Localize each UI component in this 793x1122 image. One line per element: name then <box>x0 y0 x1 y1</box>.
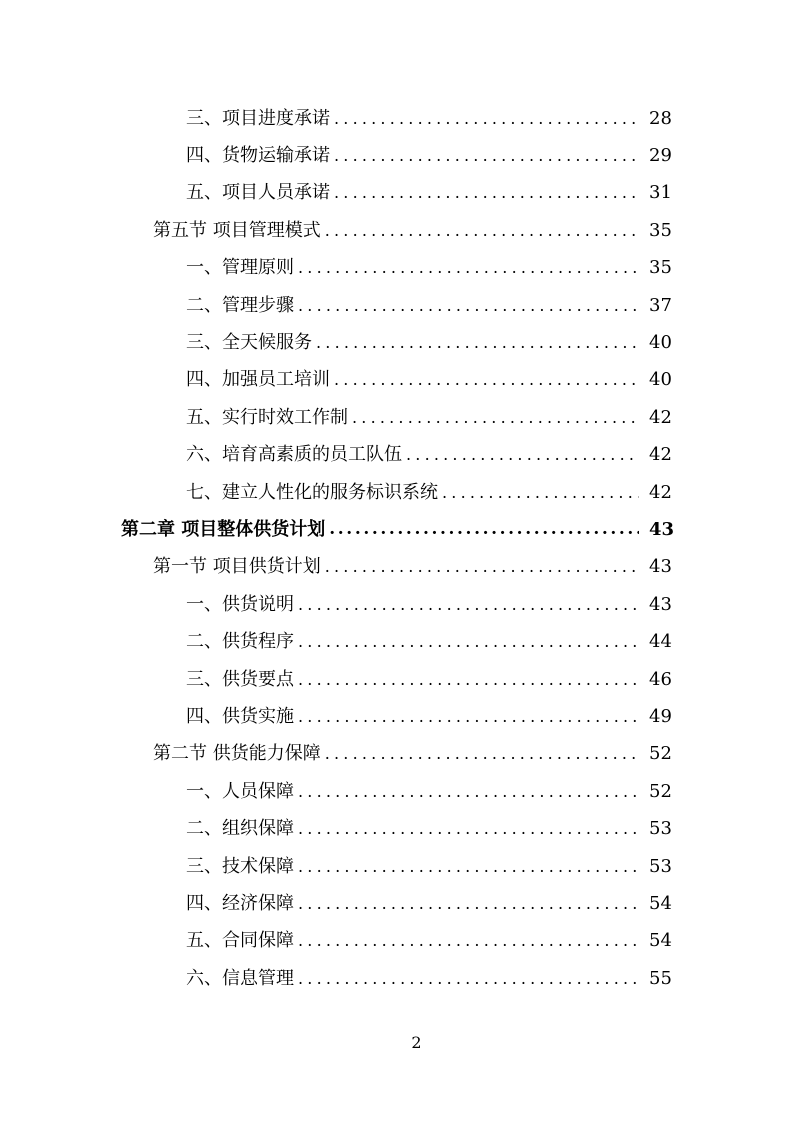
toc-dot-leader <box>316 335 639 351</box>
toc-dot-leader <box>298 784 639 800</box>
toc-dot-leader <box>298 859 639 875</box>
toc-entry-title: 第二节 供货能力保障 <box>153 743 321 765</box>
toc-entry-title: 四、货物运输承诺 <box>186 145 330 167</box>
toc-entry[interactable] <box>0 698 793 735</box>
toc-entry-title: 第五节 项目管理模式 <box>153 219 321 241</box>
toc-entry-page: 53 <box>649 818 672 840</box>
toc-entry-page: 46 <box>649 668 672 690</box>
toc-entry-page: 42 <box>649 406 672 428</box>
toc-entry-title: 七、建立人性化的服务标识系统 <box>186 481 438 503</box>
toc-section-entry[interactable] <box>0 549 793 586</box>
toc-dot-leader <box>298 634 639 650</box>
toc-entry[interactable] <box>0 362 793 399</box>
toc-entry-title: 一、供货说明 <box>186 593 294 615</box>
toc-entry-page: 53 <box>649 855 672 877</box>
toc-entry-page: 55 <box>649 967 672 989</box>
toc-dot-leader <box>298 298 639 314</box>
toc-dot-leader <box>334 185 639 201</box>
toc-entry[interactable] <box>0 474 793 511</box>
toc-entry-title: 四、供货实施 <box>186 705 294 727</box>
toc-entry[interactable] <box>0 960 793 997</box>
toc-entry-page: 54 <box>649 930 672 952</box>
toc-entry-page: 49 <box>649 705 672 727</box>
toc-section-entry[interactable] <box>0 736 793 773</box>
toc-entry-page: 54 <box>649 892 672 914</box>
toc-entry-page: 40 <box>649 332 672 354</box>
toc-entry[interactable] <box>0 137 793 174</box>
toc-entry-page: 42 <box>649 444 672 466</box>
toc-entry-title: 第二章 项目整体供货计划 <box>121 518 326 540</box>
toc-dot-leader <box>329 521 639 538</box>
toc-entry-page: 29 <box>649 145 672 167</box>
toc-entry-page: 31 <box>649 182 672 204</box>
toc-entry-page: 43 <box>649 593 672 615</box>
toc-entry-page: 42 <box>649 481 672 503</box>
toc-entry-title: 五、实行时效工作制 <box>186 406 348 428</box>
toc-dot-leader <box>298 933 639 949</box>
toc-entry-page: 35 <box>649 257 672 279</box>
toc-entry-title: 四、加强员工培训 <box>186 369 330 391</box>
toc-dot-leader <box>298 709 639 725</box>
toc-entry-title: 二、管理步骤 <box>186 294 294 316</box>
toc-entry-title: 五、合同保障 <box>186 930 294 952</box>
toc-dot-leader <box>334 372 639 388</box>
toc-dot-leader <box>325 746 639 762</box>
toc-dot-leader <box>325 559 639 575</box>
toc-entry-page: 52 <box>649 780 672 802</box>
toc-entry[interactable] <box>0 100 793 137</box>
toc-dot-leader <box>325 223 639 239</box>
toc-entry[interactable] <box>0 923 793 960</box>
toc-entry-page: 35 <box>649 219 672 241</box>
toc-dot-leader <box>298 672 639 688</box>
toc-entry-page: 43 <box>649 556 672 578</box>
toc-entry[interactable] <box>0 586 793 623</box>
toc-dot-leader <box>352 410 639 426</box>
toc-dot-leader <box>298 821 639 837</box>
toc-dot-leader <box>298 597 639 613</box>
toc-entry[interactable] <box>0 885 793 922</box>
toc-section-entry[interactable] <box>0 212 793 249</box>
toc-dot-leader <box>334 148 639 164</box>
toc-entry-page: 44 <box>649 631 672 653</box>
toc-entry-title: 三、供货要点 <box>186 668 294 690</box>
toc-entry[interactable] <box>0 250 793 287</box>
toc-entry-page: 52 <box>649 743 672 765</box>
toc-chapter-entry[interactable] <box>0 511 793 548</box>
toc-entry-page: 28 <box>649 107 672 129</box>
toc-dot-leader <box>406 447 639 463</box>
toc-entry[interactable] <box>0 623 793 660</box>
toc-entry[interactable] <box>0 287 793 324</box>
toc-dot-leader <box>298 896 639 912</box>
toc-entry-title: 三、项目进度承诺 <box>186 107 330 129</box>
toc-entry[interactable] <box>0 324 793 361</box>
table-of-contents <box>0 100 793 997</box>
toc-entry-title: 三、技术保障 <box>186 855 294 877</box>
toc-entry-title: 四、经济保障 <box>186 892 294 914</box>
toc-dot-leader <box>298 971 639 987</box>
toc-entry-title: 五、项目人员承诺 <box>186 182 330 204</box>
toc-dot-leader <box>298 260 639 276</box>
toc-dot-leader <box>334 111 639 127</box>
toc-entry-page: 43 <box>649 518 675 540</box>
toc-entry-title: 三、全天候服务 <box>186 332 312 354</box>
toc-entry[interactable] <box>0 399 793 436</box>
toc-entry[interactable] <box>0 661 793 698</box>
toc-entry-title: 一、管理原则 <box>186 257 294 279</box>
toc-entry-title: 二、组织保障 <box>186 818 294 840</box>
toc-dot-leader <box>442 485 639 501</box>
toc-entry[interactable] <box>0 175 793 212</box>
page-number: 2 <box>411 1033 422 1052</box>
toc-entry-title: 六、培育高素质的员工队伍 <box>186 444 402 466</box>
toc-entry[interactable] <box>0 437 793 474</box>
toc-entry-page: 40 <box>649 369 672 391</box>
toc-entry[interactable] <box>0 848 793 885</box>
toc-entry-title: 二、供货程序 <box>186 631 294 653</box>
toc-entry-page: 37 <box>649 294 672 316</box>
toc-entry-title: 六、信息管理 <box>186 967 294 989</box>
toc-entry-title: 一、人员保障 <box>186 780 294 802</box>
toc-entry[interactable] <box>0 810 793 847</box>
toc-entry-title: 第一节 项目供货计划 <box>153 556 321 578</box>
toc-entry[interactable] <box>0 773 793 810</box>
